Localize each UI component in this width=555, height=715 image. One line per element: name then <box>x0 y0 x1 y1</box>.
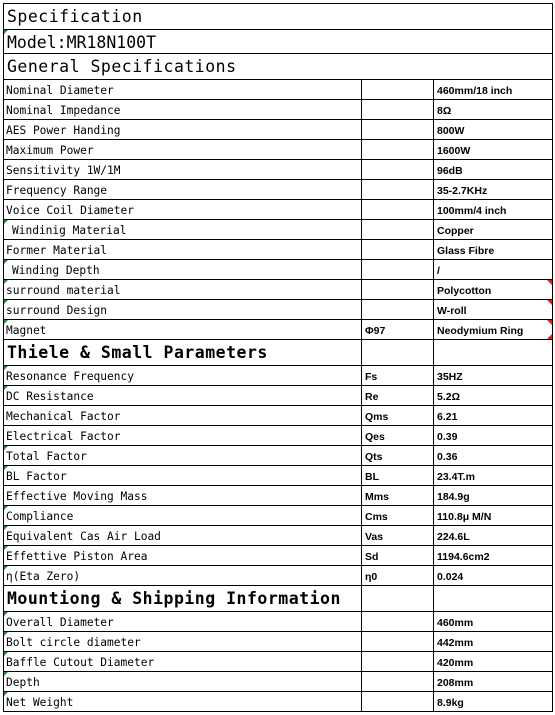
spec-symbol: BL <box>365 471 379 483</box>
symbol-cell[interactable] <box>362 260 434 279</box>
comment-marker-icon <box>4 692 8 696</box>
value-cell[interactable] <box>434 180 553 199</box>
spec-value: 100mm/4 inch <box>437 205 507 217</box>
spec-symbol <box>362 637 365 649</box>
label-cell[interactable] <box>4 386 362 405</box>
symbol-cell[interactable] <box>362 300 434 319</box>
spec-row-nominal-impedance <box>4 100 553 120</box>
spec-symbol <box>362 105 365 117</box>
spec-row-windinig-material <box>4 220 553 240</box>
symbol-cell[interactable] <box>362 466 434 485</box>
spec-value: 5.2Ω <box>437 391 461 403</box>
value-cell[interactable] <box>434 320 553 339</box>
spec-label: BL Factor <box>6 470 67 483</box>
value-cell[interactable] <box>434 120 553 139</box>
empty-cell[interactable] <box>362 586 434 611</box>
spec-label: Electrical Factor <box>6 430 121 443</box>
comment-marker-icon <box>4 672 8 676</box>
spec-value: 442mm <box>437 637 474 649</box>
symbol-cell[interactable] <box>362 566 434 585</box>
label-cell[interactable] <box>4 612 362 631</box>
value-cell[interactable] <box>434 160 553 179</box>
label-cell[interactable] <box>4 240 362 259</box>
spec-row-effective-moving-mass <box>4 486 553 506</box>
spec-symbol: η0 <box>365 571 378 583</box>
spec-label: Winding Depth <box>12 264 100 277</box>
spec-label: Voice Coil Diameter <box>6 204 134 217</box>
comment-marker-icon <box>547 300 552 305</box>
spec-value: / <box>437 265 440 277</box>
value-cell[interactable] <box>434 260 553 279</box>
symbol-cell[interactable] <box>362 320 434 339</box>
general-spec-rows <box>4 80 553 340</box>
value-cell[interactable] <box>434 506 553 525</box>
symbol-cell[interactable] <box>362 652 434 671</box>
spec-row-effettive-piston-area <box>4 546 553 566</box>
value-cell[interactable] <box>434 612 553 631</box>
comment-marker-icon <box>4 446 8 450</box>
value-cell[interactable] <box>434 566 553 585</box>
value-cell[interactable] <box>434 366 553 385</box>
spec-value: 184.9g <box>437 491 470 503</box>
value-cell[interactable] <box>434 386 553 405</box>
spec-value: 800W <box>437 125 465 137</box>
comment-marker-icon <box>547 334 552 339</box>
spec-value: Copper <box>437 225 474 237</box>
symbol-cell[interactable] <box>362 386 434 405</box>
spec-symbol <box>362 697 365 709</box>
comment-marker-icon <box>4 652 8 656</box>
spec-symbol: Mms <box>365 491 389 503</box>
comment-marker-icon <box>4 546 8 550</box>
spec-row-voice-coil-diameter <box>4 200 553 220</box>
comment-marker-icon <box>547 320 552 325</box>
spec-row-former-material <box>4 240 553 260</box>
value-cell[interactable] <box>434 300 553 319</box>
comment-marker-icon <box>4 220 8 224</box>
spec-row-overall-diameter <box>4 612 553 632</box>
spec-label: Bolt circle diameter <box>6 636 141 649</box>
value-cell[interactable] <box>434 466 553 485</box>
symbol-cell[interactable] <box>362 220 434 239</box>
label-cell[interactable] <box>4 320 362 339</box>
spec-symbol <box>362 657 365 669</box>
label-cell[interactable] <box>4 366 362 385</box>
spec-row-eta-zero <box>4 566 553 586</box>
label-cell[interactable] <box>4 672 362 691</box>
label-cell[interactable] <box>4 446 362 465</box>
value-cell[interactable] <box>434 280 553 299</box>
label-cell[interactable] <box>4 80 362 99</box>
spec-label: Frequency Range <box>6 184 108 197</box>
spec-symbol <box>362 125 365 137</box>
spec-symbol <box>362 165 365 177</box>
spec-value: 224.6L <box>437 531 470 543</box>
label-cell[interactable] <box>4 120 362 139</box>
thiele-small-rows <box>4 366 553 586</box>
spec-row-depth <box>4 672 553 692</box>
spec-value: Glass Fibre <box>437 245 495 257</box>
spec-label: Nominal Diameter <box>6 84 114 97</box>
section-heading-cell[interactable] <box>4 586 362 611</box>
spec-symbol: Fs <box>365 371 378 383</box>
spec-value: 35-2.7KHz <box>437 185 488 197</box>
symbol-cell[interactable] <box>362 632 434 651</box>
value-cell[interactable] <box>434 526 553 545</box>
spec-label: Resonance Frequency <box>6 370 134 383</box>
label-cell[interactable] <box>4 486 362 505</box>
spec-symbol <box>362 145 365 157</box>
section-heading: Thiele & Small Parameters <box>7 343 268 362</box>
symbol-cell[interactable] <box>362 160 434 179</box>
mounting-rows <box>4 612 553 712</box>
spec-symbol <box>362 185 365 197</box>
comment-marker-icon <box>4 260 8 264</box>
value-cell[interactable] <box>434 426 553 445</box>
spec-value: 1194.6cm2 <box>437 551 490 563</box>
symbol-cell[interactable] <box>362 486 434 505</box>
value-cell[interactable] <box>434 692 553 711</box>
spec-value: W-roll <box>437 305 467 317</box>
spec-value: 35HZ <box>437 371 463 383</box>
comment-marker-icon <box>4 366 8 370</box>
spec-value: 110.8μ M/N <box>437 511 492 523</box>
spec-symbol: Qms <box>365 411 389 423</box>
symbol-cell[interactable] <box>362 120 434 139</box>
sheet-title: Specification <box>7 7 143 26</box>
label-cell[interactable] <box>4 566 362 585</box>
spec-value: 6.21 <box>437 411 458 423</box>
label-cell[interactable] <box>4 200 362 219</box>
spec-symbol <box>362 85 365 97</box>
spec-symbol <box>362 305 365 317</box>
spec-label: AES Power Handing <box>6 124 121 137</box>
comment-marker-icon <box>4 632 8 636</box>
spec-symbol <box>362 285 365 297</box>
spec-row-bolt-circle-diameter <box>4 632 553 652</box>
spec-label: surround Design <box>6 304 108 317</box>
spec-label: Maximum Power <box>6 144 94 157</box>
spec-sheet <box>3 3 553 712</box>
symbol-cell[interactable] <box>362 612 434 631</box>
value-cell[interactable] <box>434 220 553 239</box>
value-cell[interactable] <box>434 486 553 505</box>
spec-value: 208mm <box>437 677 474 689</box>
symbol-cell[interactable] <box>362 446 434 465</box>
value-cell[interactable] <box>434 240 553 259</box>
symbol-cell[interactable] <box>362 140 434 159</box>
spec-symbol <box>362 617 365 629</box>
comment-marker-icon <box>4 612 8 616</box>
value-cell[interactable] <box>434 100 553 119</box>
spec-row-sensitivity-1w-1m <box>4 160 553 180</box>
value-cell[interactable] <box>434 80 553 99</box>
value-cell[interactable] <box>434 406 553 425</box>
section-heading-cell[interactable] <box>4 340 362 365</box>
comment-marker-icon <box>4 280 8 284</box>
symbol-cell[interactable] <box>362 692 434 711</box>
symbol-cell[interactable] <box>362 180 434 199</box>
comment-marker-icon <box>4 506 8 510</box>
spec-value: 1600W <box>437 145 471 157</box>
spec-label: Former Material <box>6 244 108 257</box>
spec-symbol: Vas <box>365 531 384 543</box>
spec-row-total-factor <box>4 446 553 466</box>
spec-row-surround-design <box>4 300 553 320</box>
model-cell[interactable] <box>4 30 553 53</box>
value-cell[interactable] <box>434 652 553 671</box>
spec-row-maximum-power <box>4 140 553 160</box>
spec-symbol: Cms <box>365 511 388 523</box>
spec-symbol: Re <box>365 391 379 403</box>
value-cell[interactable] <box>434 546 553 565</box>
label-cell[interactable] <box>4 466 362 485</box>
spec-value: 460mm/18 inch <box>437 85 513 97</box>
symbol-cell[interactable] <box>362 406 434 425</box>
spec-label: Equivalent Cas Air Load <box>6 530 161 543</box>
comment-marker-icon <box>547 280 552 285</box>
spec-value: Polycotton <box>437 285 492 297</box>
label-cell[interactable] <box>4 160 362 179</box>
empty-cell[interactable] <box>434 340 553 365</box>
value-cell[interactable] <box>434 200 553 219</box>
spec-symbol <box>362 677 365 689</box>
spec-value: Neodymium Ring <box>437 325 524 337</box>
comment-marker-icon <box>4 30 8 34</box>
label-cell[interactable] <box>4 692 362 711</box>
symbol-cell[interactable] <box>362 200 434 219</box>
spec-row-electrical-factor <box>4 426 553 446</box>
spec-value: 0.024 <box>437 571 464 583</box>
label-cell[interactable] <box>4 652 362 671</box>
label-cell[interactable] <box>4 506 362 525</box>
comment-marker-icon <box>4 526 8 530</box>
spec-symbol: Qts <box>365 451 383 463</box>
spec-value: 8.9kg <box>437 697 464 709</box>
model-row <box>4 30 553 54</box>
spec-label: Magnet <box>6 324 47 337</box>
spec-symbol <box>362 245 365 257</box>
comment-marker-icon <box>4 386 8 390</box>
label-cell[interactable] <box>4 406 362 425</box>
comment-marker-icon <box>4 466 8 470</box>
spec-row-surround-material <box>4 280 553 300</box>
spec-label: Effettive Piston Area <box>6 550 148 563</box>
spec-label: Baffle Cutout Diameter <box>6 656 155 669</box>
spec-label: Compliance <box>6 510 74 523</box>
spec-symbol <box>362 265 365 277</box>
spec-value: 460mm <box>437 617 474 629</box>
section-heading-thiele-small <box>4 340 553 366</box>
symbol-cell[interactable] <box>362 240 434 259</box>
symbol-cell[interactable] <box>362 80 434 99</box>
spec-row-nominal-diameter <box>4 80 553 100</box>
model-name: Model:MR18N100T <box>7 33 157 52</box>
comment-marker-icon <box>4 566 8 570</box>
section-heading-cell[interactable] <box>4 54 553 79</box>
spec-label: Windinig Material <box>12 224 127 237</box>
spec-label: Sensitivity 1W/1M <box>6 164 121 177</box>
section-heading-general <box>4 54 553 80</box>
spec-label: Effective Moving Mass <box>6 490 148 503</box>
spec-row-bl-factor <box>4 466 553 486</box>
symbol-cell[interactable] <box>362 506 434 525</box>
title-cell[interactable] <box>4 4 553 29</box>
label-cell[interactable] <box>4 546 362 565</box>
spec-row-frequency-range <box>4 180 553 200</box>
spec-value: 420mm <box>437 657 474 669</box>
spec-value: 8Ω <box>437 105 452 117</box>
symbol-cell[interactable] <box>362 100 434 119</box>
spec-row-aes-power-handing <box>4 120 553 140</box>
section-heading: General Specifications <box>7 57 237 76</box>
spec-label: η(Eta Zero) <box>6 570 81 583</box>
label-cell[interactable] <box>4 260 362 279</box>
value-cell[interactable] <box>434 140 553 159</box>
spec-value: 0.36 <box>437 451 458 463</box>
spec-label: Depth <box>6 676 40 689</box>
spec-label: Total Factor <box>6 450 87 463</box>
symbol-cell[interactable] <box>362 366 434 385</box>
empty-cell[interactable] <box>362 340 434 365</box>
spec-row-resonance-frequency <box>4 366 553 386</box>
spec-row-net-weight <box>4 692 553 712</box>
label-cell[interactable] <box>4 220 362 239</box>
spec-row-magnet <box>4 320 553 340</box>
spec-value: 96dB <box>437 165 463 177</box>
label-cell[interactable] <box>4 100 362 119</box>
value-cell[interactable] <box>434 446 553 465</box>
title-row <box>4 4 553 30</box>
label-cell[interactable] <box>4 140 362 159</box>
empty-cell[interactable] <box>434 586 553 611</box>
spec-row-baffle-cutout-diameter <box>4 652 553 672</box>
spec-label: Mechanical Factor <box>6 410 121 423</box>
spec-row-mechanical-factor <box>4 406 553 426</box>
label-cell[interactable] <box>4 526 362 545</box>
spec-value: 0.39 <box>437 431 458 443</box>
spec-symbol: Qes <box>365 431 385 443</box>
section-heading: Mountiong & Shipping Information <box>7 589 341 608</box>
label-cell[interactable] <box>4 632 362 651</box>
spec-label: Overall Diameter <box>6 616 114 629</box>
comment-marker-icon <box>4 320 8 324</box>
symbol-cell[interactable] <box>362 546 434 565</box>
spec-value: 23.4T.m <box>437 471 475 483</box>
label-cell[interactable] <box>4 300 362 319</box>
value-cell[interactable] <box>434 632 553 651</box>
label-cell[interactable] <box>4 280 362 299</box>
spec-label: surround material <box>6 284 121 297</box>
spec-row-compliance <box>4 506 553 526</box>
label-cell[interactable] <box>4 180 362 199</box>
symbol-cell[interactable] <box>362 426 434 445</box>
symbol-cell[interactable] <box>362 526 434 545</box>
spec-row-equivalent-cas-air-load <box>4 526 553 546</box>
value-cell[interactable] <box>434 672 553 691</box>
label-cell[interactable] <box>4 426 362 445</box>
spec-label: DC Resistance <box>6 390 94 403</box>
comment-marker-icon <box>4 300 8 304</box>
section-heading-mounting <box>4 586 553 612</box>
spec-symbol <box>362 225 365 237</box>
spec-symbol: Φ97 <box>365 325 386 337</box>
spec-symbol: Sd <box>365 551 379 563</box>
spec-row-winding-depth <box>4 260 553 280</box>
spec-label: Net Weight <box>6 696 74 709</box>
spec-label: Nominal Impedance <box>6 104 121 117</box>
spec-row-dc-resistance <box>4 386 553 406</box>
symbol-cell[interactable] <box>362 672 434 691</box>
spec-symbol <box>362 205 365 217</box>
symbol-cell[interactable] <box>362 280 434 299</box>
